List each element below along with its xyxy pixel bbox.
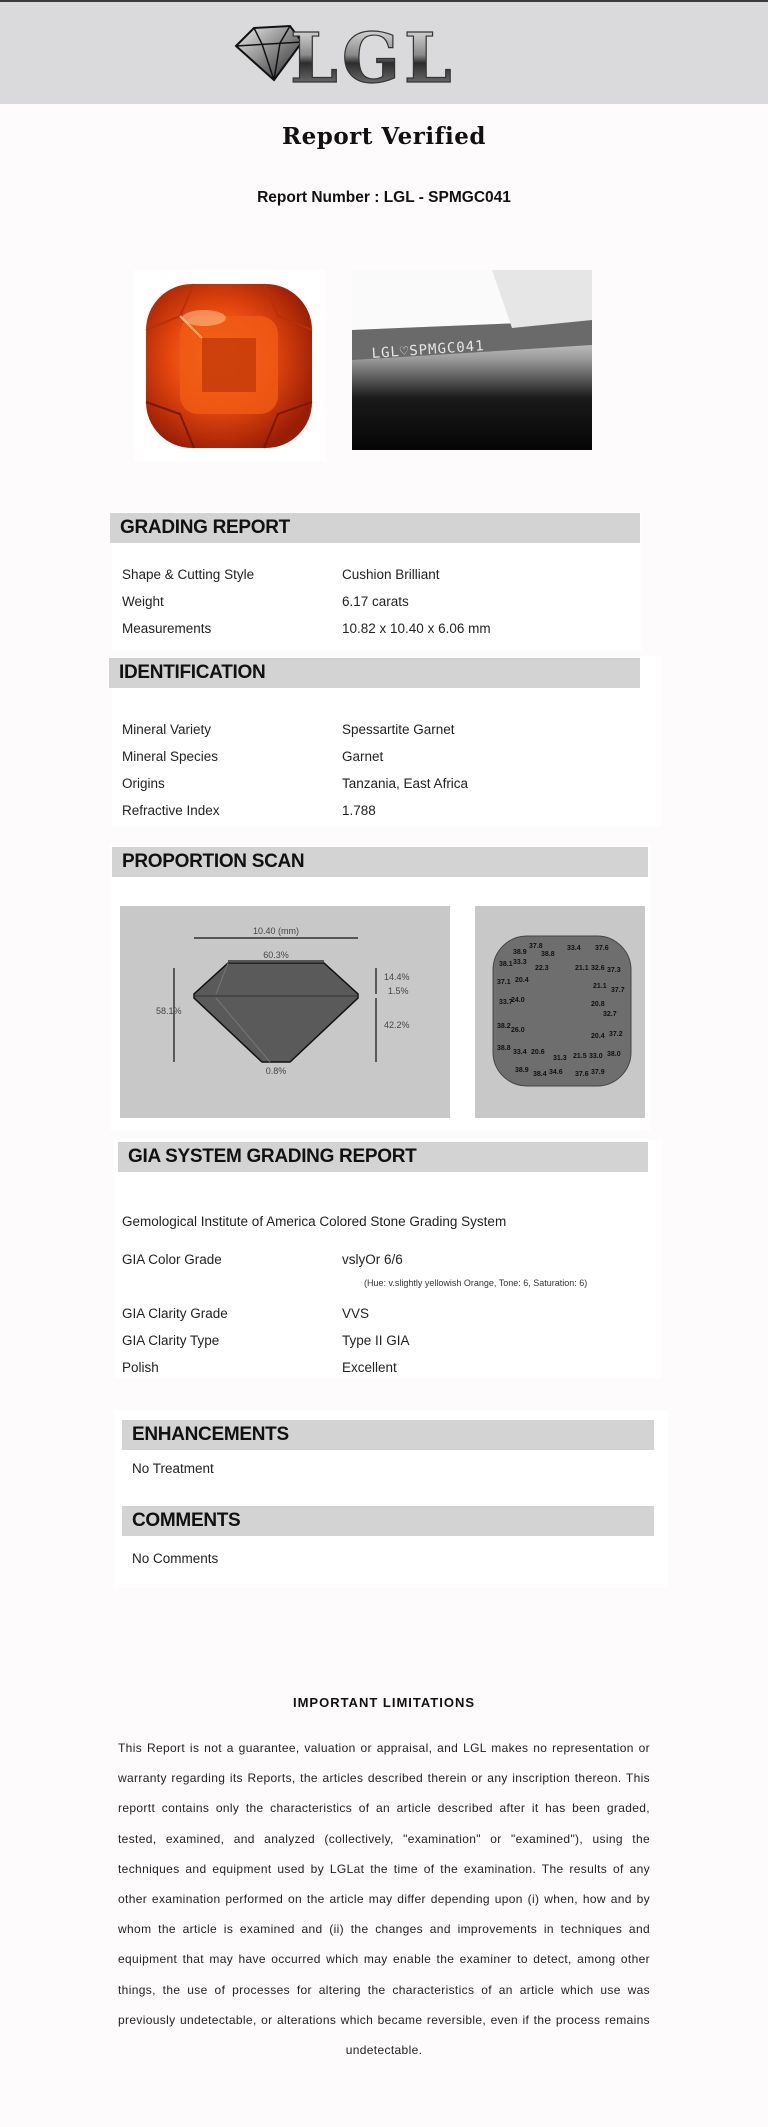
face-scan-value: 21.1 bbox=[575, 965, 589, 972]
gia-color-note: (Hue: v.slightly yellowish Orange, Tone: 6, Saturation: 6) bbox=[364, 1278, 588, 1288]
face-scan-value: 20.4 bbox=[591, 1033, 605, 1040]
face-scan-value: 38.8 bbox=[497, 1045, 511, 1052]
identification-label: Mineral Variety bbox=[122, 722, 212, 737]
gia-value: Excellent bbox=[342, 1360, 397, 1375]
face-scan-value: 21.1 bbox=[593, 983, 607, 990]
face-scan-value: 38.8 bbox=[541, 951, 555, 958]
face-scan-value: 33.4 bbox=[513, 1049, 527, 1056]
face-scan-value: 34.6 bbox=[549, 1069, 563, 1076]
gia-color-value: vslyOr 6/6 bbox=[342, 1252, 403, 1267]
gia-label: GIA Clarity Type bbox=[122, 1333, 220, 1348]
face-scan-value: 37.9 bbox=[591, 1069, 605, 1076]
face-scan-value: 37.1 bbox=[497, 979, 511, 986]
gemstone-photo bbox=[134, 270, 326, 462]
identification-value: Tanzania, East Africa bbox=[342, 776, 469, 791]
page-title: Report Verified bbox=[282, 123, 486, 150]
gia-color-label: GIA Color Grade bbox=[122, 1252, 222, 1267]
identification-value: Garnet bbox=[342, 749, 384, 764]
identification-heading: IDENTIFICATION bbox=[109, 658, 640, 688]
gia-value: Type II GIA bbox=[342, 1333, 410, 1348]
grading-value: Cushion Brilliant bbox=[342, 567, 440, 582]
proportion-scan-heading: PROPORTION SCAN bbox=[112, 847, 648, 877]
identification-value: Spessartite Garnet bbox=[342, 722, 455, 737]
grading-report-heading: GRADING REPORT bbox=[110, 513, 640, 543]
face-scan-value: 20.6 bbox=[531, 1049, 545, 1056]
profile-girdle-label: 1.5% bbox=[388, 986, 409, 996]
face-scan-value: 37.8 bbox=[529, 943, 543, 950]
limitations-text: This Report is not a guarantee, valuation or appraisal, and LGL makes no representation or warranty regarding its Reports, the articles described therein or any inscription thereon. This reportt contains only the characteristics of an article described after it has been graded, tested, examined, and analyzed (collectively, "examination" or "examined"), using the techniques and equipment used by LGLat the time of the examination. The results of any other examination performed on the article may differ depending upon (i) when, how and by whom the article is examined and (ii) the changes and improvements in techniques and equipment that may have occurred which may enable the examiner to detect, among other things, the use of processes for altering the characteristics of an article which use was previously undetectable, or alterations which became reversible, even if the process remains undetectable. bbox=[118, 1741, 650, 2058]
enhancements-heading: ENHANCEMENTS bbox=[122, 1420, 654, 1450]
face-scan-value: 33.3 bbox=[513, 959, 527, 966]
face-scan-value: 21.5 bbox=[573, 1053, 587, 1060]
face-scan-value: 33.4 bbox=[567, 945, 581, 952]
face-scan-value: 20.4 bbox=[515, 977, 529, 984]
identification-label: Refractive Index bbox=[122, 803, 220, 818]
profile-diagram bbox=[120, 906, 450, 1118]
grading-label: Shape & Cutting Style bbox=[122, 567, 255, 582]
identification-value: 1.788 bbox=[342, 803, 376, 818]
profile-width-label: 10.40 (mm) bbox=[252, 926, 300, 936]
comments-text: No Comments bbox=[132, 1551, 219, 1566]
profile-table-label: 60.3% bbox=[263, 950, 289, 960]
comments-heading: COMMENTS bbox=[122, 1506, 654, 1536]
face-scan-value: 33.0 bbox=[589, 1053, 603, 1060]
profile-total-depth-label: 58.1% bbox=[156, 1006, 182, 1016]
grading-label: Weight bbox=[122, 594, 164, 609]
face-scan-value: 38.0 bbox=[607, 1051, 621, 1058]
face-scan-value: 38.9 bbox=[515, 1067, 529, 1074]
grading-label: Measurements bbox=[122, 621, 212, 636]
face-scan-value: 32.7 bbox=[603, 1011, 617, 1018]
site-header bbox=[0, 2, 768, 104]
gia-intro-text: Gemological Institute of America Colored Stone Grading System bbox=[122, 1214, 507, 1229]
enhancements-text: No Treatment bbox=[132, 1461, 214, 1476]
report-number: Report Number : LGL - SPMGC041 bbox=[257, 189, 511, 206]
profile-culet-label: 0.8% bbox=[265, 1066, 287, 1076]
face-scan-value: 32.6 bbox=[591, 965, 605, 972]
face-scan-value: 24.0 bbox=[511, 997, 525, 1004]
gia-label: GIA Clarity Grade bbox=[122, 1306, 228, 1321]
face-scan-value: 38.2 bbox=[497, 1023, 511, 1030]
gia-system-heading: GIA SYSTEM GRADING REPORT bbox=[118, 1142, 648, 1172]
profile-pavilion-depth-label: 42.2% bbox=[384, 1020, 410, 1030]
face-scan-value: 20.8 bbox=[591, 1001, 605, 1008]
face-scan-value: 37.2 bbox=[609, 1031, 623, 1038]
face-scan-value: 38.1 bbox=[499, 961, 513, 968]
gia-value: VVS bbox=[342, 1306, 370, 1321]
face-scan-value: 37.6 bbox=[595, 945, 609, 952]
logo-text: LGL bbox=[290, 19, 456, 96]
face-scan-value: 37.3 bbox=[607, 967, 621, 974]
face-scan-value: 38.9 bbox=[513, 949, 527, 956]
face-scan-value: 31.3 bbox=[553, 1055, 567, 1062]
limitations-title: IMPORTANT LIMITATIONS bbox=[292, 1695, 476, 1710]
face-scan-value: 26.0 bbox=[511, 1027, 525, 1034]
face-scan-value: 33.7 bbox=[499, 999, 513, 1006]
face-scan-value: 37.7 bbox=[611, 987, 625, 994]
face-scan-value: 37.6 bbox=[575, 1071, 589, 1078]
profile-crown-height-label: 14.4% bbox=[384, 972, 410, 982]
gia-label: Polish bbox=[122, 1360, 159, 1375]
grading-value: 10.82 x 10.40 x 6.06 mm bbox=[342, 621, 491, 636]
face-up-scan bbox=[475, 906, 645, 1118]
girdle-inscription-photo bbox=[352, 270, 592, 450]
identification-label: Origins bbox=[122, 776, 165, 791]
lgl-logo[interactable] bbox=[232, 16, 492, 96]
identification-label: Mineral Species bbox=[122, 749, 219, 764]
face-scan-value: 22.3 bbox=[535, 965, 549, 972]
inscription-text: LGL♡SPMGC041 bbox=[371, 338, 486, 362]
face-scan-value: 38.4 bbox=[533, 1071, 547, 1078]
grading-value: 6.17 carats bbox=[342, 594, 409, 609]
